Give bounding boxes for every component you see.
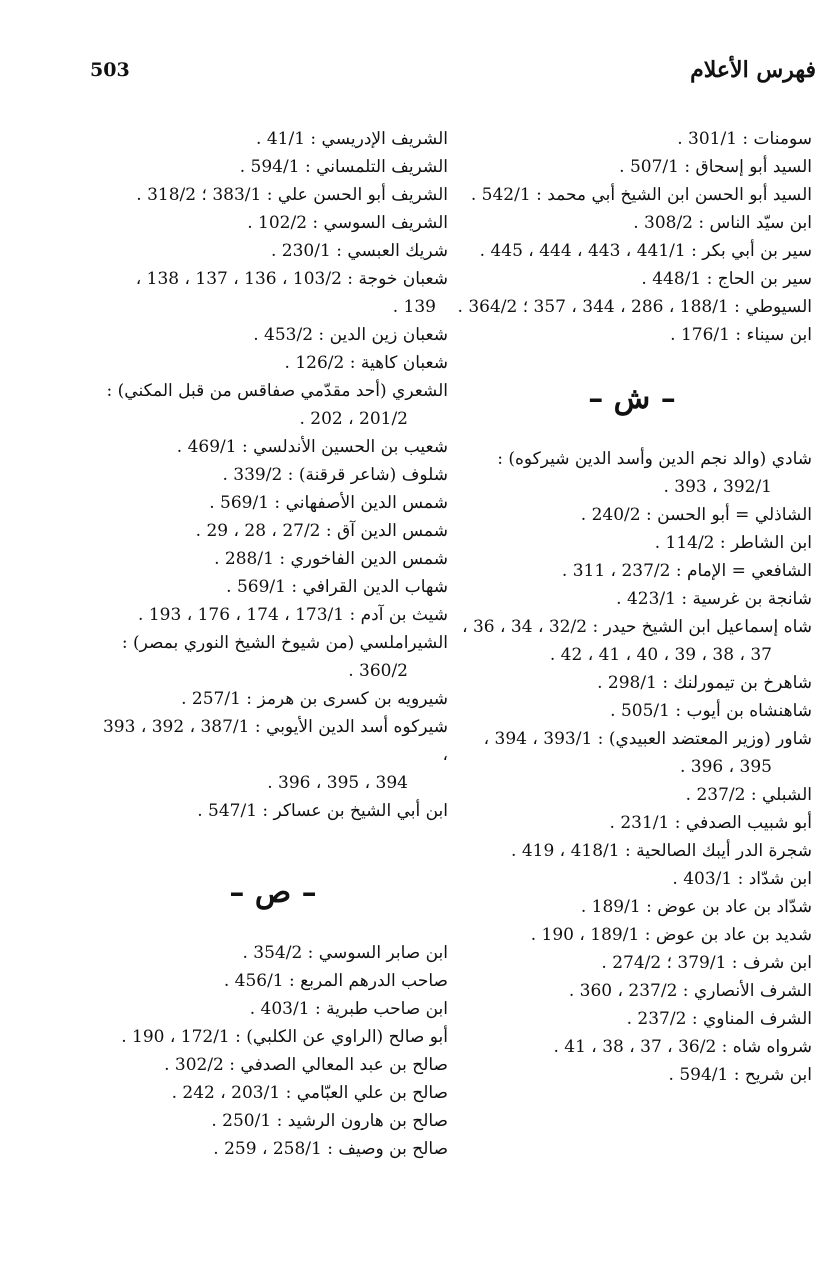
entry-line: شعيب بن الحسين الأندلسي : 469/1 . (176, 437, 448, 457)
entry-line: شادي (والد نجم الدين وأسد الدين شيركوه) : (497, 449, 812, 469)
entry-line: الشرف المناوي : 237/2 . (626, 1009, 812, 1029)
index-entry (452, 865, 812, 893)
index-entry (98, 517, 448, 545)
index-entry: سير بن الحاج : 448/1 . (641, 269, 812, 289)
entry-line: شاه إسماعيل ابن الشيخ حيدر : 32/2 ، 34 ، 36 ، (462, 617, 812, 637)
entry-line: أبو شبيب الصدفي : 231/1 . (609, 813, 812, 833)
entry-line: الشريف التلمساني : 594/1 . (239, 157, 448, 177)
right-column (452, 125, 812, 1089)
entry-line: شيرويه بن كسرى بن هرمز : 257/1 . (181, 689, 448, 709)
index-entry: ابن سيناء : 176/1 . (670, 325, 812, 345)
index-entry: صالح بن عبد المعالي الصدفي : 302/2 . (164, 1055, 448, 1075)
index-entry (452, 669, 812, 697)
index-entry (98, 573, 448, 601)
entry-line: ابن شدّاد : 403/1 . (672, 869, 812, 889)
entry-line: شدّاد بن عاد بن عوض : 189/1 . (580, 897, 812, 917)
entry-line: شعبان زين الدين : 453/2 . (253, 325, 448, 345)
index-entry (98, 685, 448, 713)
index-entry: صالح بن وصيف : 258/1 ، 259 . (213, 1139, 448, 1159)
index-entry (98, 321, 448, 349)
index-entry: صالح بن هارون الرشيد : 250/1 . (211, 1111, 448, 1131)
index-entry (452, 501, 812, 529)
index-entry (452, 697, 812, 725)
index-entry: صالح بن علي العبّامي : 203/1 ، 242 . (171, 1083, 448, 1103)
index-entry (98, 125, 448, 153)
index-entry (98, 489, 448, 517)
index-entry (452, 445, 812, 501)
entry-line: شديد بن عاد بن عوض : 189/1 ، 190 . (530, 925, 812, 945)
entry-line: الشريف السوسي : 102/2 . (247, 213, 448, 233)
entry-continuation: 395 ، 396 . (679, 757, 772, 777)
index-entry (98, 153, 448, 181)
entry-line: شريك العبسي : 230/1 . (270, 241, 448, 261)
index-entry (452, 725, 812, 781)
section-heading-shin: – ش – (588, 381, 676, 416)
index-entry: صاحب الدرهم المربع : 456/1 . (223, 971, 448, 991)
index-entry: أبو صالح (الراوي عن الكلبي) : 172/1 ، 190 . (121, 1027, 448, 1047)
entry-continuation: 201/2 ، 202 . (299, 409, 408, 429)
entry-continuation: 37 ، 38 ، 39 ، 40 ، 41 ، 42 . (549, 645, 772, 665)
left-column-entries-sad (98, 939, 448, 1163)
index-entry: ابن صابر السوسي : 354/2 . (242, 943, 448, 963)
index-entry (452, 781, 812, 809)
entry-continuation: 394 ، 395 ، 396 . (267, 773, 408, 793)
section-heading-sad: – ص – (229, 875, 317, 910)
index-entry (98, 181, 448, 209)
entry-line: شهاب الدين القرافي : 569/1 . (226, 577, 448, 597)
running-title: فهرس الأعلام (690, 57, 816, 83)
entry-line: شمس الدين الفاخوري : 288/1 . (214, 549, 448, 569)
entry-line: شجرة الدر أيبك الصالحية : 418/1 ، 419 . (511, 841, 812, 861)
index-entry (452, 529, 812, 557)
index-entry: ابن صاحب طبرية : 403/1 . (249, 999, 448, 1019)
index-entry (452, 809, 812, 837)
index-entry: ابن سيّد الناس : 308/2 . (633, 213, 812, 233)
entry-line: شاور (وزير المعتضد العبيدي) : 393/1 ، 394 ، (483, 729, 812, 749)
index-entry (452, 893, 812, 921)
entry-line: الشعري (أحد مقدّمي صفاقس من قبل المكني) : (106, 381, 448, 401)
index-entry (452, 949, 812, 977)
entry-line: الشاذلي = أبو الحسن : 240/2 . (580, 505, 812, 525)
entry-line: الشريف الإدريسي : 41/1 . (256, 129, 448, 149)
entry-continuation: 392/1 ، 393 . (663, 477, 772, 497)
index-entry (452, 613, 812, 669)
entry-line: شلوف (شاعر قرقنة) : 339/2 . (222, 465, 448, 485)
page-header (90, 52, 816, 88)
entry-line: ابن شرف : 379/1 ؛ 274/2 . (601, 953, 812, 973)
index-entry (452, 921, 812, 949)
index-entry (452, 1005, 812, 1033)
index-entry (98, 349, 448, 377)
index-entry (98, 629, 448, 685)
entry-line: شعبان خوجة : 103/2 ، 136 ، 137 ، 138 ، 139 . (135, 269, 448, 317)
entry-line: شيركوه أسد الدين الأيوبي : 387/1 ، 392 ، 393 ، (102, 717, 448, 765)
index-entry (452, 1061, 812, 1089)
page-number: 503 (90, 59, 130, 81)
index-entry (452, 557, 812, 585)
entry-line: شيث بن آدم : 173/1 ، 174 ، 176 ، 193 . (138, 605, 448, 625)
left-column (98, 125, 448, 1163)
index-entry (452, 837, 812, 865)
entry-line: ابن الشاطر : 114/2 . (654, 533, 812, 553)
index-entry: السيوطي : 188/1 ، 286 ، 344 ، 357 ؛ 364/2 . (457, 297, 812, 317)
index-entry: سير بن أبي بكر : 441/1 ، 443 ، 444 ، 445 . (479, 241, 812, 261)
entry-line: الشريف أبو الحسن علي : 383/1 ؛ 318/2 . (136, 185, 448, 205)
entry-line: الشيراملسي (من شيوخ الشيخ النوري بمصر) : (121, 633, 448, 653)
index-entry: سومنات : 301/1 . (677, 129, 812, 149)
index-entry (98, 209, 448, 237)
right-column-entries-sin (452, 125, 812, 349)
entry-line: شانجة بن غرسية : 423/1 . (616, 589, 812, 609)
entry-line: شاهرخ بن تيمورلنك : 298/1 . (597, 673, 812, 693)
index-entry: السيد أبو إسحاق : 507/1 . (619, 157, 812, 177)
index-entry (98, 377, 448, 433)
index-entry (98, 713, 448, 797)
index-entry (98, 797, 448, 825)
entry-line: الشرف الأنصاري : 237/2 ، 360 . (568, 981, 812, 1001)
entry-line: ابن أبي الشيخ بن عساكر : 547/1 . (197, 801, 448, 821)
index-entry (98, 237, 448, 265)
entry-line: الشافعي = الإمام : 237/2 ، 311 . (561, 561, 812, 581)
index-entry (452, 585, 812, 613)
index-entry: السيد أبو الحسن ابن الشيخ أبي محمد : 542/1 . (470, 185, 812, 205)
index-entry (98, 433, 448, 461)
entry-line: شاهنشاه بن أيوب : 505/1 . (610, 701, 812, 721)
index-entry (98, 265, 448, 321)
entry-line: الشبلي : 237/2 . (685, 785, 812, 805)
entry-line: شمس الدين آق : 27/2 ، 28 ، 29 . (195, 521, 448, 541)
index-entry (98, 545, 448, 573)
index-entry (98, 601, 448, 629)
entry-line: شمس الدين الأصفهاني : 569/1 . (209, 493, 448, 513)
index-entry (452, 977, 812, 1005)
entry-line: شرواه شاه : 36/2 ، 37 ، 38 ، 41 . (553, 1037, 812, 1057)
entry-line: شعبان كاهية : 126/2 . (284, 353, 448, 373)
entry-line: ابن شريح : 594/1 . (668, 1065, 812, 1085)
index-entry (452, 1033, 812, 1061)
right-column-entries-shin (452, 445, 812, 1089)
left-column-entries-shin (98, 125, 448, 825)
entry-continuation: 360/2 . (348, 661, 408, 681)
index-entry (98, 461, 448, 489)
